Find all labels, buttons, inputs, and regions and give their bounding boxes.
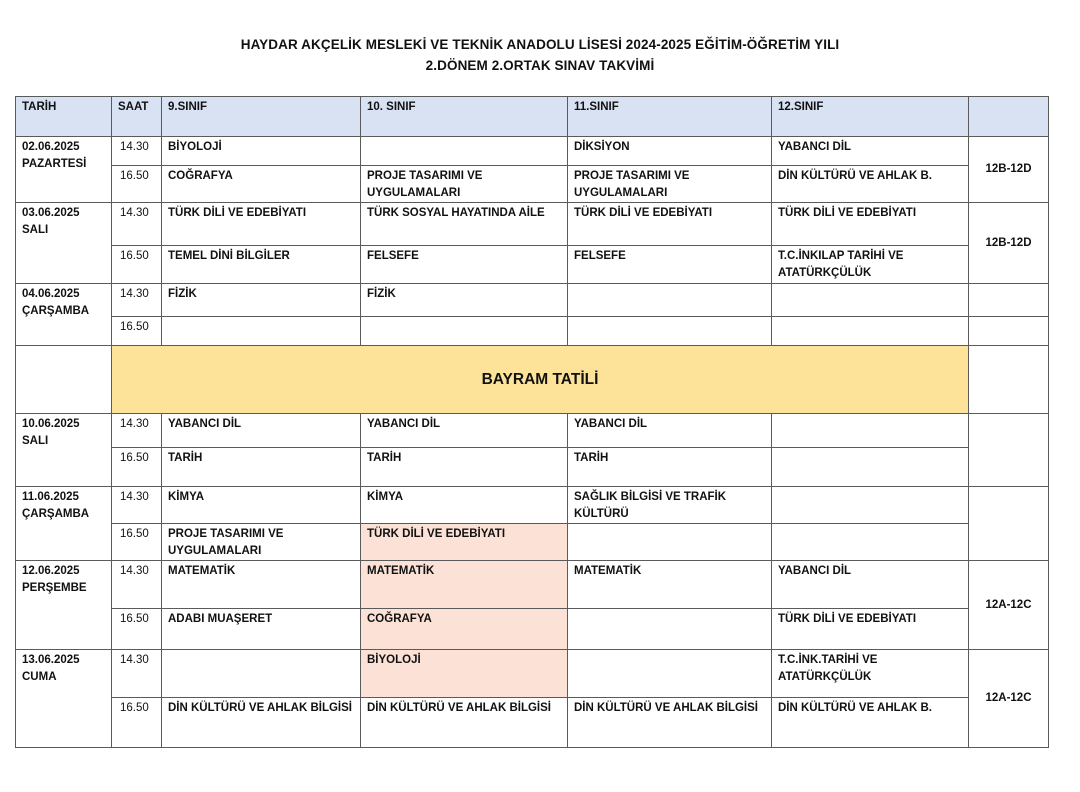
date-cell <box>16 561 112 650</box>
class-note <box>969 284 1049 317</box>
time-cell: 16.50 <box>112 317 162 346</box>
date: 02.06.2025 <box>22 141 80 153</box>
exam-cell-9: TEMEL DİNİ BİLGİLER <box>162 246 361 284</box>
time-cell: 16.50 <box>112 246 162 284</box>
exam-cell-10: TARİH <box>361 448 568 487</box>
exam-cell-10: MATEMATİK <box>361 561 568 609</box>
exam-cell-11 <box>568 609 772 650</box>
empty-note-cell <box>969 346 1049 414</box>
exam-cell-10: FİZİK <box>361 284 568 317</box>
exam-cell-9: COĞRAFYA <box>162 166 361 203</box>
exam-cell-10: KİMYA <box>361 487 568 524</box>
header-10-sinif: 10. SINIF <box>361 97 568 137</box>
exam-cell-11 <box>568 524 772 561</box>
date: 11.06.2025 <box>22 491 79 503</box>
exam-cell-10 <box>361 137 568 166</box>
weekday: SALI <box>22 435 49 447</box>
exam-cell-11: PROJE TASARIMI VE UYGULAMALARI <box>568 166 772 203</box>
table-row <box>16 414 1049 448</box>
exam-cell-10: FELSEFE <box>361 246 568 284</box>
table-row <box>16 166 1049 203</box>
weekday: SALI <box>22 224 49 236</box>
exam-cell-9: FİZİK <box>162 284 361 317</box>
exam-cell-12: DİN KÜLTÜRÜ VE AHLAK B. <box>772 166 969 203</box>
time-cell: 16.50 <box>112 166 162 203</box>
class-note: 12A-12C <box>969 561 1049 650</box>
exam-cell-9: TÜRK DİLİ VE EDEBİYATI <box>162 203 361 246</box>
table-row <box>16 246 1049 284</box>
class-note: 12B-12D <box>969 137 1049 203</box>
time-cell: 14.30 <box>112 203 162 246</box>
exam-cell-11: TÜRK DİLİ VE EDEBİYATI <box>568 203 772 246</box>
header-11-sinif: 11.SINIF <box>568 97 772 137</box>
exam-cell-12: YABANCI DİL <box>772 561 969 609</box>
exam-cell-9: YABANCI DİL <box>162 414 361 448</box>
exam-cell-10: COĞRAFYA <box>361 609 568 650</box>
holiday-banner: BAYRAM TATİLİ <box>112 346 969 414</box>
exam-cell-12: DİN KÜLTÜRÜ VE AHLAK B. <box>772 698 969 748</box>
header-row <box>16 97 1049 137</box>
exam-cell-12 <box>772 487 969 524</box>
time-cell: 14.30 <box>112 650 162 698</box>
header-12-sinif: 12.SINIF <box>772 97 969 137</box>
table-row <box>16 524 1049 561</box>
table-row <box>16 137 1049 166</box>
weekday: PAZARTESİ <box>22 158 87 170</box>
exam-cell-12: T.C.İNKILAP TARİHİ VE ATATÜRKÇÜLÜK <box>772 246 969 284</box>
table-row <box>16 487 1049 524</box>
exam-cell-12 <box>772 284 969 317</box>
exam-cell-12 <box>772 448 969 487</box>
date: 10.06.2025 <box>22 418 80 430</box>
time-cell: 16.50 <box>112 524 162 561</box>
class-note <box>969 487 1049 561</box>
exam-cell-12: TÜRK DİLİ VE EDEBİYATI <box>772 203 969 246</box>
exam-cell-9: BİYOLOJİ <box>162 137 361 166</box>
table-row <box>16 203 1049 246</box>
document-subtitle: 2.DÖNEM 2.ORTAK SINAV TAKVİMİ <box>425 58 655 73</box>
exam-cell-11: TARİH <box>568 448 772 487</box>
exam-cell-9: KİMYA <box>162 487 361 524</box>
exam-cell-11: FELSEFE <box>568 246 772 284</box>
exam-cell-11: MATEMATİK <box>568 561 772 609</box>
exam-cell-9 <box>162 317 361 346</box>
exam-schedule-table <box>15 96 1049 748</box>
exam-cell-11: YABANCI DİL <box>568 414 772 448</box>
table-row <box>16 448 1049 487</box>
time-cell: 14.30 <box>112 561 162 609</box>
exam-cell-12 <box>772 317 969 346</box>
exam-cell-12: YABANCI DİL <box>772 137 969 166</box>
exam-cell-12: T.C.İNK.TARİHİ VE ATATÜRKÇÜLÜK <box>772 650 969 698</box>
exam-cell-9 <box>162 650 361 698</box>
class-note: 12A-12C <box>969 650 1049 748</box>
class-note: 12B-12D <box>969 203 1049 284</box>
table-row <box>16 561 1049 609</box>
exam-cell-10: PROJE TASARIMI VE UYGULAMALARI <box>361 166 568 203</box>
date-cell <box>16 284 112 346</box>
exam-cell-10: TÜRK SOSYAL HAYATINDA AİLE <box>361 203 568 246</box>
table-row <box>16 284 1049 317</box>
class-note <box>969 414 1049 487</box>
header-9-sinif: 9.SINIF <box>162 97 361 137</box>
date-cell <box>16 137 112 203</box>
table-row <box>16 317 1049 346</box>
exam-cell-10: YABANCI DİL <box>361 414 568 448</box>
time-cell: 14.30 <box>112 137 162 166</box>
exam-cell-11 <box>568 650 772 698</box>
table-row <box>16 609 1049 650</box>
time-cell: 14.30 <box>112 284 162 317</box>
weekday: PERŞEMBE <box>22 582 87 594</box>
table-row <box>16 650 1049 698</box>
exam-cell-12 <box>772 414 969 448</box>
exam-cell-12: TÜRK DİLİ VE EDEBİYATI <box>772 609 969 650</box>
exam-cell-11: DİN KÜLTÜRÜ VE AHLAK BİLGİSİ <box>568 698 772 748</box>
document-title: HAYDAR AKÇELİK MESLEKİ VE TEKNİK ANADOLU LİSESİ 2024-2025 EĞİTİM-ÖĞRETİM YILI <box>240 37 840 52</box>
time-cell: 16.50 <box>112 609 162 650</box>
time-cell: 14.30 <box>112 487 162 524</box>
exam-cell-12 <box>772 524 969 561</box>
header-tarih: TARİH <box>16 97 112 137</box>
weekday: ÇARŞAMBA <box>22 508 90 520</box>
holiday-row <box>16 346 1049 414</box>
time-cell: 16.50 <box>112 698 162 748</box>
date-cell <box>16 650 112 748</box>
empty-note-cell <box>969 317 1049 346</box>
exam-cell-9: MATEMATİK <box>162 561 361 609</box>
date-cell <box>16 487 112 561</box>
date: 04.06.2025 <box>22 288 80 300</box>
header-saat: SAAT <box>112 97 162 137</box>
time-cell: 14.30 <box>112 414 162 448</box>
exam-cell-10: DİN KÜLTÜRÜ VE AHLAK BİLGİSİ <box>361 698 568 748</box>
exam-cell-9: TARİH <box>162 448 361 487</box>
exam-cell-9: ADABI MUAŞERET <box>162 609 361 650</box>
header-note <box>969 97 1049 137</box>
table-row <box>16 698 1049 748</box>
empty-date-cell <box>16 346 112 414</box>
exam-cell-9: PROJE TASARIMI VE UYGULAMALARI <box>162 524 361 561</box>
date: 13.06.2025 <box>22 654 80 666</box>
date-cell <box>16 203 112 284</box>
weekday: CUMA <box>22 671 57 683</box>
exam-cell-10 <box>361 317 568 346</box>
date: 12.06.2025 <box>22 565 80 577</box>
exam-cell-10: TÜRK DİLİ VE EDEBİYATI <box>361 524 568 561</box>
exam-cell-11: DİKSİYON <box>568 137 772 166</box>
date: 03.06.2025 <box>22 207 80 219</box>
date-cell <box>16 414 112 487</box>
time-cell: 16.50 <box>112 448 162 487</box>
weekday: ÇARŞAMBA <box>22 305 90 317</box>
exam-cell-11 <box>568 284 772 317</box>
exam-cell-11 <box>568 317 772 346</box>
exam-cell-11: SAĞLIK BİLGİSİ VE TRAFİK KÜLTÜRÜ <box>568 487 772 524</box>
exam-cell-10: BİYOLOJİ <box>361 650 568 698</box>
exam-cell-9: DİN KÜLTÜRÜ VE AHLAK BİLGİSİ <box>162 698 361 748</box>
